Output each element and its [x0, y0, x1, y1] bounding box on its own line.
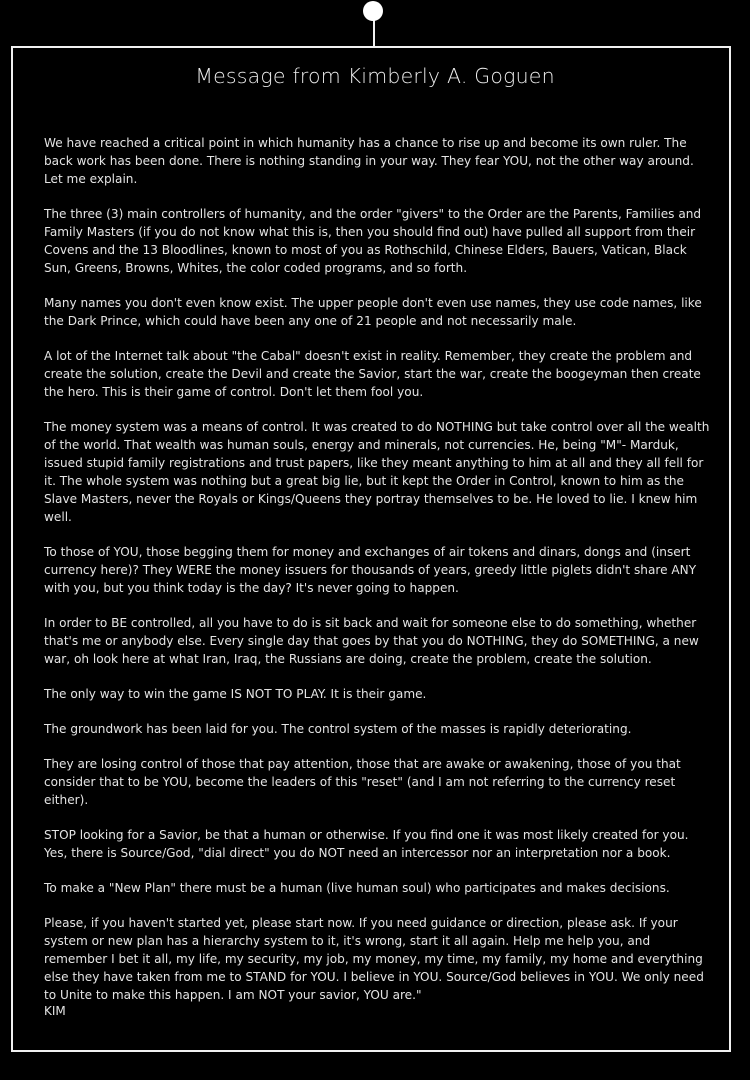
- pin-head-icon: [363, 1, 383, 21]
- paragraph: To make a "New Plan" there must be a human (live human soul) who participates and makes decisions.: [44, 881, 670, 895]
- paragraph: The only way to win the game IS NOT TO PLAY. It is their game.: [44, 687, 427, 701]
- paragraph: They are losing control of those that pay attention, those that are awake or awakening, those of you that consider that to be YOU, become the leaders of this "reset" (and I am not referring to the currency reset either).: [44, 757, 681, 807]
- paragraph: A lot of the Internet talk about "the Cabal" doesn't exist in reality. Remember, they create the problem and create the solution, create the Devil and create the Savior, start the war, create the boogeyman then create the hero. This is their game of control. Don't let them fool you.: [44, 349, 701, 399]
- paragraph: The groundwork has been laid for you. The control system of the masses is rapidly deteriorating.: [44, 722, 632, 736]
- paragraph: Many names you don't even know exist. The upper people don't even use names, they use code names, like the Dark Prince, which could have been any one of 21 people and not necessarily male.: [44, 296, 702, 328]
- paragraph: The money system was a means of control. It was created to do NOTHING but take control over all the wealth of the world. That wealth was human souls, energy and minerals, not currencies. He, being "M"- Marduk, issued stupid family registrations and trust papers, like they meant anything to him at all and they all fell for it. The whole system was nothing but a great big lie, but it kept the Order in Control, known to him as the Slave Masters, never the Royals or Kings/Queens they portray themselves to be. He loved to lie. I knew him well.: [44, 420, 710, 524]
- page-title: Message from Kimberly A. Goguen: [195, 64, 555, 88]
- message-body: [44, 134, 714, 1021]
- signature: KIM: [44, 1004, 66, 1018]
- paragraph: To those of YOU, those begging them for money and exchanges of air tokens and dinars, dongs and (insert currency here)? They WERE the money issuers for thousands of years, greedy little piglets didn't share ANY with you, but you think today is the day? It's never going to happen.: [44, 545, 697, 595]
- paragraph: Please, if you haven't started yet, please start now. If you need guidance or direction, please ask. If your system or new plan has a hierarchy system to it, it's wrong, start it all again. Help me help you, and remember I bet it all, my life, my security, my job, my money, my time, my family, my home and everything else they have taken from me to STAND for YOU. I believe in YOU. Source/God believes in YOU. We only need to Unite to make this happen. I am NOT your savior, YOU are.": [44, 916, 704, 1002]
- paragraph: In order to BE controlled, all you have to do is sit back and wait for someone else to do something, whether that's me or anybody else. Every single day that goes by that you do NOTHING, they do SOMETHING, a new war, oh look here at what Iran, Iraq, the Russians are doing, create the problem, create the solution.: [44, 616, 699, 666]
- paragraph: We have reached a critical point in which humanity has a chance to rise up and become its own ruler. The back work has been done. There is nothing standing in your way. They fear YOU, not the other way around. Let me explain.: [44, 136, 694, 186]
- paragraph: STOP looking for a Savior, be that a human or otherwise. If you find one it was most likely created for you. Yes, there is Source/God, "dial direct" you do NOT need an intercessor nor an interpretation nor a book.: [44, 828, 689, 860]
- paragraph: The three (3) main controllers of humanity, and the order "givers" to the Order are the Parents, Families and Family Masters (if you do not know what this is, then you should find out) have pulled all support from their Covens and the 13 Bloodlines, known to most of you as Rothschild, Chinese Elders, Bauers, Vatican, Black Sun, Greens, Browns, Whites, the color coded programs, and so forth.: [44, 207, 702, 275]
